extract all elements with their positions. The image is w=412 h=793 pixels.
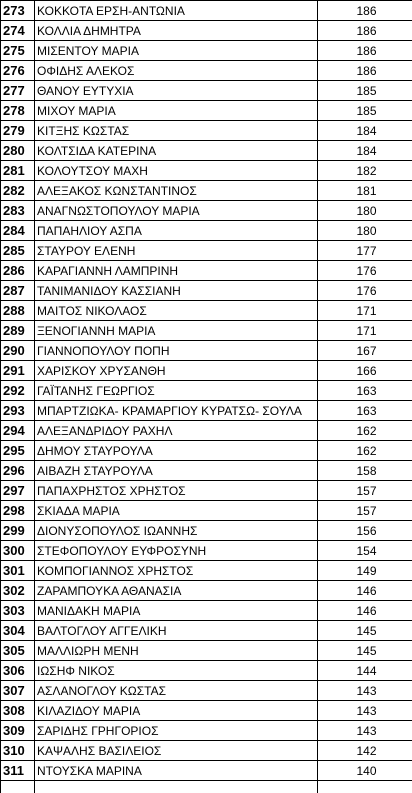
table-row <box>1 521 412 541</box>
name-cell: ΚΙΛΑΖΙΔΟΥ ΜΑΡΙΑ <box>35 701 318 721</box>
rank-cell: 281 <box>1 161 35 181</box>
rank-cell: 279 <box>1 121 35 141</box>
rank-cell: 306 <box>1 661 35 681</box>
name-cell: ΣΑΡΙΔΗΣ ΓΡΗΓΟΡΙΟΣ <box>35 721 318 741</box>
rank-cell: 297 <box>1 481 35 501</box>
votes-cell: 184 <box>318 141 412 161</box>
table-row <box>1 21 412 41</box>
votes-cell: 162 <box>318 421 412 441</box>
rank-cell: 274 <box>1 21 35 41</box>
name-cell: ΚΟΛΛΙΑ ΔΗΜΗΤΡΑ <box>35 21 318 41</box>
table-row <box>1 741 412 761</box>
table-row <box>1 321 412 341</box>
table-row <box>1 341 412 361</box>
table-row-partial <box>1 781 412 793</box>
name-cell <box>35 781 318 793</box>
results-table-body <box>1 1 412 781</box>
name-cell: ΔΗΜΟΥ ΣΤΑΥΡΟΥΛΑ <box>35 441 318 461</box>
rank-cell: 303 <box>1 601 35 621</box>
votes-cell: 171 <box>318 301 412 321</box>
votes-cell: 186 <box>318 21 412 41</box>
table-row <box>1 761 412 781</box>
votes-cell: 154 <box>318 541 412 561</box>
table-row <box>1 101 412 121</box>
name-cell: ΙΩΣΗΦ ΝΙΚΟΣ <box>35 661 318 681</box>
table-row <box>1 561 412 581</box>
name-cell: ΠΑΠΑΗΛΙΟΥ ΑΣΠΑ <box>35 221 318 241</box>
votes-cell: 156 <box>318 521 412 541</box>
votes-cell: 143 <box>318 701 412 721</box>
table-row <box>1 501 412 521</box>
votes-cell: 180 <box>318 201 412 221</box>
results-table-tail <box>1 781 412 793</box>
name-cell: ΔΙΟΝΥΣΟΠΟΥΛΟΣ ΙΩΑΝΝΗΣ <box>35 521 318 541</box>
rank-cell: 310 <box>1 741 35 761</box>
name-cell: ΚΑΡΑΓΙΑΝΝΗ ΛΑΜΠΡΙΝΗ <box>35 261 318 281</box>
votes-cell: 157 <box>318 481 412 501</box>
table-row <box>1 161 412 181</box>
rank-cell <box>1 781 35 793</box>
votes-cell: 184 <box>318 121 412 141</box>
table-row <box>1 441 412 461</box>
rank-cell: 294 <box>1 421 35 441</box>
votes-cell: 177 <box>318 241 412 261</box>
name-cell: ΝΤΟΥΣΚΑ ΜΑΡΙΝΑ <box>35 761 318 781</box>
name-cell: ΒΑΛΤΟΓΛΟΥ ΑΓΓΕΛΙΚΗ <box>35 621 318 641</box>
rank-cell: 286 <box>1 261 35 281</box>
votes-cell: 167 <box>318 341 412 361</box>
name-cell: ΣΤΑΥΡΟΥ ΕΛΕΝΗ <box>35 241 318 261</box>
rank-cell: 287 <box>1 281 35 301</box>
rank-cell: 283 <box>1 201 35 221</box>
table-row <box>1 241 412 261</box>
votes-cell <box>318 781 412 793</box>
table-row <box>1 221 412 241</box>
rank-cell: 290 <box>1 341 35 361</box>
votes-cell: 166 <box>318 361 412 381</box>
table-row <box>1 261 412 281</box>
name-cell: ΚΟΛΟΥΤΣΟΥ ΜΑΧΗ <box>35 161 318 181</box>
name-cell: ΟΦΙΔΗΣ ΑΛΕΚΟΣ <box>35 61 318 81</box>
rank-cell: 300 <box>1 541 35 561</box>
rank-cell: 276 <box>1 61 35 81</box>
rank-cell: 307 <box>1 681 35 701</box>
table-row <box>1 121 412 141</box>
table-row <box>1 661 412 681</box>
name-cell: ΜΑΛΛΙΩΡΗ ΜΕΝΗ <box>35 641 318 661</box>
name-cell: ΑΝΑΓΝΩΣΤΟΠΟΥΛΟΥ ΜΑΡΙΑ <box>35 201 318 221</box>
rank-cell: 285 <box>1 241 35 261</box>
rank-cell: 292 <box>1 381 35 401</box>
table-row <box>1 681 412 701</box>
votes-cell: 157 <box>318 501 412 521</box>
votes-cell: 158 <box>318 461 412 481</box>
votes-cell: 162 <box>318 441 412 461</box>
name-cell: ΘΑΝΟΥ ΕΥΤΥΧΙΑ <box>35 81 318 101</box>
votes-cell: 143 <box>318 681 412 701</box>
table-row <box>1 401 412 421</box>
name-cell: ΣΤΕΦΟΠΟΥΛΟΥ ΕΥΦΡΟΣΥΝΗ <box>35 541 318 561</box>
rank-cell: 302 <box>1 581 35 601</box>
rank-cell: 295 <box>1 441 35 461</box>
rank-cell: 275 <box>1 41 35 61</box>
rank-cell: 282 <box>1 181 35 201</box>
votes-cell: 181 <box>318 181 412 201</box>
table-row <box>1 641 412 661</box>
rank-cell: 278 <box>1 101 35 121</box>
votes-cell: 145 <box>318 621 412 641</box>
votes-cell: 140 <box>318 761 412 781</box>
rank-cell: 296 <box>1 461 35 481</box>
name-cell: ΜΑΝΙΔΑΚΗ ΜΑΡΙΑ <box>35 601 318 621</box>
table-row <box>1 481 412 501</box>
name-cell: ΑΣΛΑΝΟΓΛΟΥ ΚΩΣΤΑΣ <box>35 681 318 701</box>
name-cell: ΚΟΚΚΟΤΑ ΕΡΣΗ-ΑΝΤΩΝΙΑ <box>35 1 318 21</box>
votes-cell: 186 <box>318 61 412 81</box>
name-cell: ΞΕΝΟΓΙΑΝΝΗ ΜΑΡΙΑ <box>35 321 318 341</box>
table-row <box>1 141 412 161</box>
rank-cell: 288 <box>1 301 35 321</box>
name-cell: ΧΑΡΙΣΚΟΥ ΧΡΥΣΑΝΘΗ <box>35 361 318 381</box>
votes-cell: 182 <box>318 161 412 181</box>
rank-cell: 304 <box>1 621 35 641</box>
votes-cell: 145 <box>318 641 412 661</box>
name-cell: ΜΙΧΟΥ ΜΑΡΙΑ <box>35 101 318 121</box>
name-cell: ΚΟΛΤΣΙΔΑ ΚΑΤΕΡΙΝΑ <box>35 141 318 161</box>
name-cell: ΑΛΕΞΑΚΟΣ ΚΩΝΣΤΑΝΤΙΝΟΣ <box>35 181 318 201</box>
votes-cell: 186 <box>318 41 412 61</box>
table-row <box>1 361 412 381</box>
votes-cell: 146 <box>318 601 412 621</box>
rank-cell: 308 <box>1 701 35 721</box>
name-cell: ΑΙΒΑΖΗ ΣΤΑΥΡΟΥΛΑ <box>35 461 318 481</box>
votes-cell: 185 <box>318 81 412 101</box>
table-row <box>1 541 412 561</box>
name-cell: ΚΟΜΠΟΓΙΑΝΝΟΣ ΧΡΗΣΤΟΣ <box>35 561 318 581</box>
table-row <box>1 201 412 221</box>
rank-cell: 284 <box>1 221 35 241</box>
votes-cell: 171 <box>318 321 412 341</box>
rank-cell: 305 <box>1 641 35 661</box>
rank-cell: 280 <box>1 141 35 161</box>
votes-cell: 149 <box>318 561 412 581</box>
rank-cell: 291 <box>1 361 35 381</box>
votes-cell: 163 <box>318 381 412 401</box>
rank-cell: 301 <box>1 561 35 581</box>
name-cell: ΑΛΕΞΑΝΔΡΙΔΟΥ ΡΑΧΗΛ <box>35 421 318 441</box>
votes-cell: 143 <box>318 721 412 741</box>
table-row <box>1 421 412 441</box>
votes-cell: 163 <box>318 401 412 421</box>
table-row <box>1 381 412 401</box>
rank-cell: 309 <box>1 721 35 741</box>
name-cell: ΜΑΙΤΟΣ ΝΙΚΟΛΑΟΣ <box>35 301 318 321</box>
table-row <box>1 621 412 641</box>
name-cell: ΜΠΑΡΤΖΙΩΚΑ- ΚΡΑΜΑΡΓΙΟΥ ΚΥΡΑΤΣΩ- ΣΟΥΛΑ <box>35 401 318 421</box>
name-cell: ΓΙΑΝΝΟΠΟΥΛΟΥ ΠΟΠΗ <box>35 341 318 361</box>
name-cell: ΚΙΤΞΗΣ ΚΩΣΤΑΣ <box>35 121 318 141</box>
rank-cell: 273 <box>1 1 35 21</box>
rank-cell: 289 <box>1 321 35 341</box>
rank-cell: 311 <box>1 761 35 781</box>
name-cell: ΚΑΨΑΛΗΣ ΒΑΣΙΛΕΙΟΣ <box>35 741 318 761</box>
votes-cell: 180 <box>318 221 412 241</box>
table-row <box>1 281 412 301</box>
table-row <box>1 61 412 81</box>
rank-cell: 277 <box>1 81 35 101</box>
rank-cell: 293 <box>1 401 35 421</box>
table-row <box>1 581 412 601</box>
name-cell: ΓΑΪΤΑΝΗΣ ΓΕΩΡΓΙΟΣ <box>35 381 318 401</box>
name-cell: ΜΙΣΕΝΤΟΥ ΜΑΡΙΑ <box>35 41 318 61</box>
table-row <box>1 701 412 721</box>
name-cell: ΣΚΙΑΔΑ ΜΑΡΙΑ <box>35 501 318 521</box>
votes-cell: 146 <box>318 581 412 601</box>
name-cell: ΖΑΡΑΜΠΟΥΚΑ ΑΘΑΝΑΣΙΑ <box>35 581 318 601</box>
votes-cell: 186 <box>318 1 412 21</box>
name-cell: ΤΑΝΙΜΑΝΙΔΟΥ ΚΑΣΣΙΑΝΗ <box>35 281 318 301</box>
name-cell: ΠΑΠΑΧΡΗΣΤΟΣ ΧΡΗΣΤΟΣ <box>35 481 318 501</box>
table-row <box>1 461 412 481</box>
rank-cell: 298 <box>1 501 35 521</box>
table-row <box>1 1 412 21</box>
table-row <box>1 81 412 101</box>
table-row <box>1 721 412 741</box>
table-row <box>1 301 412 321</box>
votes-cell: 144 <box>318 661 412 681</box>
votes-cell: 142 <box>318 741 412 761</box>
rank-cell: 299 <box>1 521 35 541</box>
table-row <box>1 181 412 201</box>
votes-cell: 185 <box>318 101 412 121</box>
votes-cell: 176 <box>318 261 412 281</box>
table-row <box>1 41 412 61</box>
votes-cell: 176 <box>318 281 412 301</box>
table-row <box>1 601 412 621</box>
